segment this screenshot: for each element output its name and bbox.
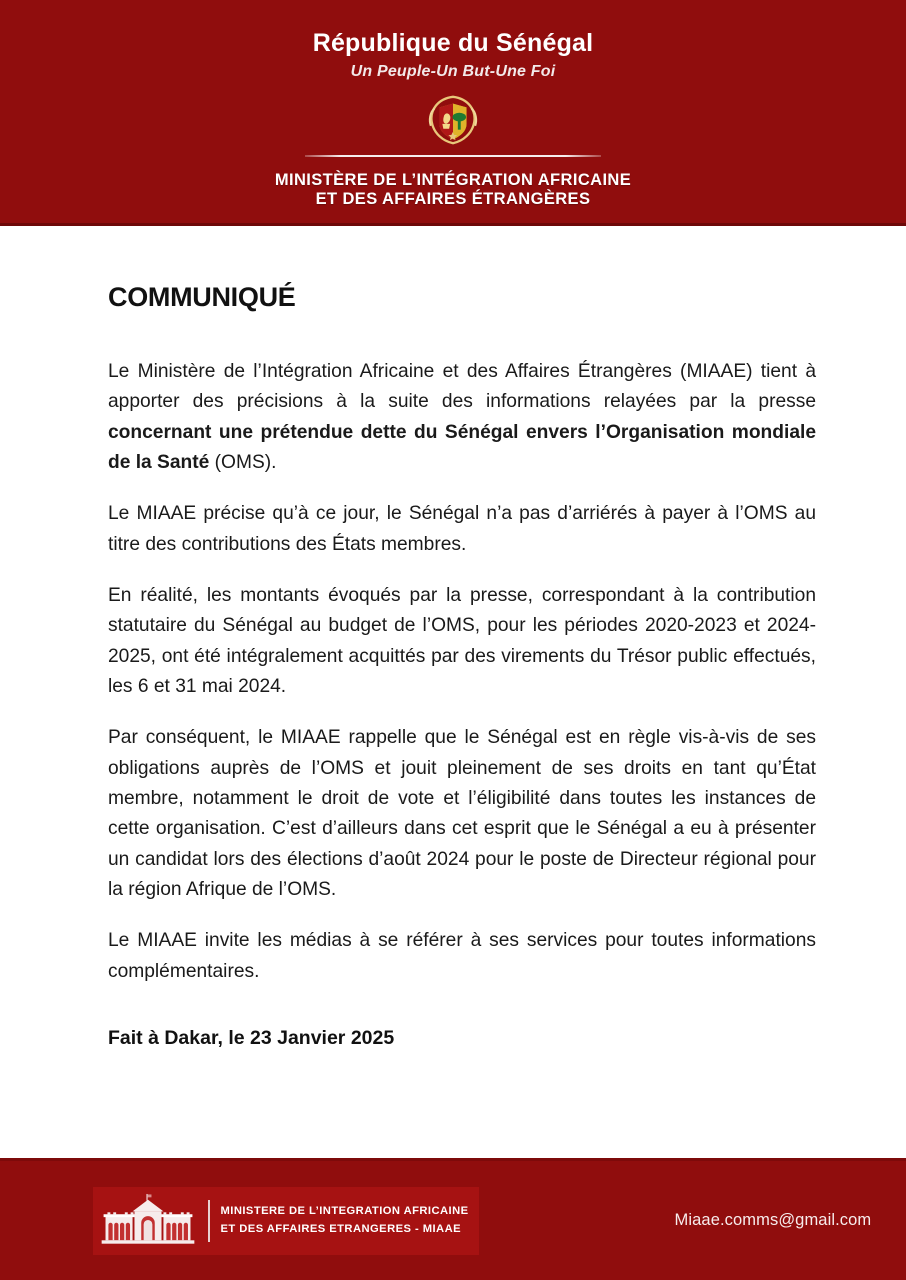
contact-email[interactable]: Miaae.comms@gmail.com: [674, 1211, 872, 1229]
para-2: [108, 499, 816, 560]
ministry-title-line-1: MINISTÈRE DE L’INTÉGRATION AFRICAINE: [274, 170, 632, 189]
footer-ministry-name: [221, 1203, 469, 1238]
body-text: Le MIAAE invite les médias à se référer à ses services pour toutes informations complémentaires.: [108, 930, 816, 982]
communique-paragraphs: [108, 357, 816, 987]
footer-logo-block: [93, 1187, 479, 1255]
republic-motto: Un Peuple-Un But-Une Foi: [350, 62, 556, 80]
page-title: COMMUNIQUÉ: [108, 282, 296, 312]
para-4: [108, 723, 816, 905]
ministry-title-line-2: ET DES AFFAIRES ÉTRANGÈRES: [315, 189, 591, 208]
footer-logo-divider: [208, 1200, 210, 1242]
body-text: Par conséquent, le MIAAE rappelle que le Sénégal est en règle vis-à-vis de ses obligations auprès de l’OMS et jouit pleinement de ses droits en tant qu’État membre, notamment le droit de vote et l’éligibilité dans toutes les instances de cette organisation. C’est d’ailleurs dans cet esprit que le Sénégal a eu à présenter un candidat lors des élections d’août 2024 pour le poste de Directeur régional pour la région Afrique de l’OMS.: [108, 727, 816, 900]
body-text: Le MIAAE précise qu’à ce jour, le Sénégal n’a pas d’arriérés à payer à l’OMS au titre des contributions des États membres.: [108, 503, 816, 555]
footer-ministry-line-2: ET DES AFFAIRES ETRANGERES - MIAAE: [220, 1222, 462, 1235]
document-body: [0, 226, 906, 1158]
body-text: En réalité, les montants évoqués par la presse, correspondant à la contribution statutaire du Sénégal au budget de l’OMS, pour les périodes 2020-2023 et 2024-2025, ont été intégralement acquittés par des virements du Trésor public effectués, les 6 et 31 mai 2024.: [108, 584, 816, 697]
ministry-title: [275, 171, 631, 210]
document-footer: [0, 1158, 906, 1280]
body-text: Le Ministère de l’Intégration Africaine et des Affaires Étrangères (MIAAE) tient à apporter des précisions à la suite des informations relayées par la presse: [108, 361, 816, 413]
para-5: [108, 926, 816, 987]
emphasized-text: concernant une prétendue dette du Sénégal envers l’Organisation mondiale de la Santé: [108, 421, 816, 473]
header-divider-rule: [305, 155, 601, 157]
senegal-coat-of-arms-icon: [424, 91, 482, 149]
republic-title: République du Sénégal: [312, 29, 594, 57]
body-text: (OMS).: [209, 451, 277, 473]
ministry-building-logo-icon: [99, 1193, 197, 1249]
footer-ministry-line-1: MINISTERE DE L’INTEGRATION AFRICAINE: [220, 1205, 469, 1218]
signature-line: Fait à Dakar, le 23 Janvier 2025: [108, 1026, 395, 1049]
para-1: [108, 357, 816, 478]
document-header: [0, 0, 906, 226]
para-3: [108, 581, 816, 702]
